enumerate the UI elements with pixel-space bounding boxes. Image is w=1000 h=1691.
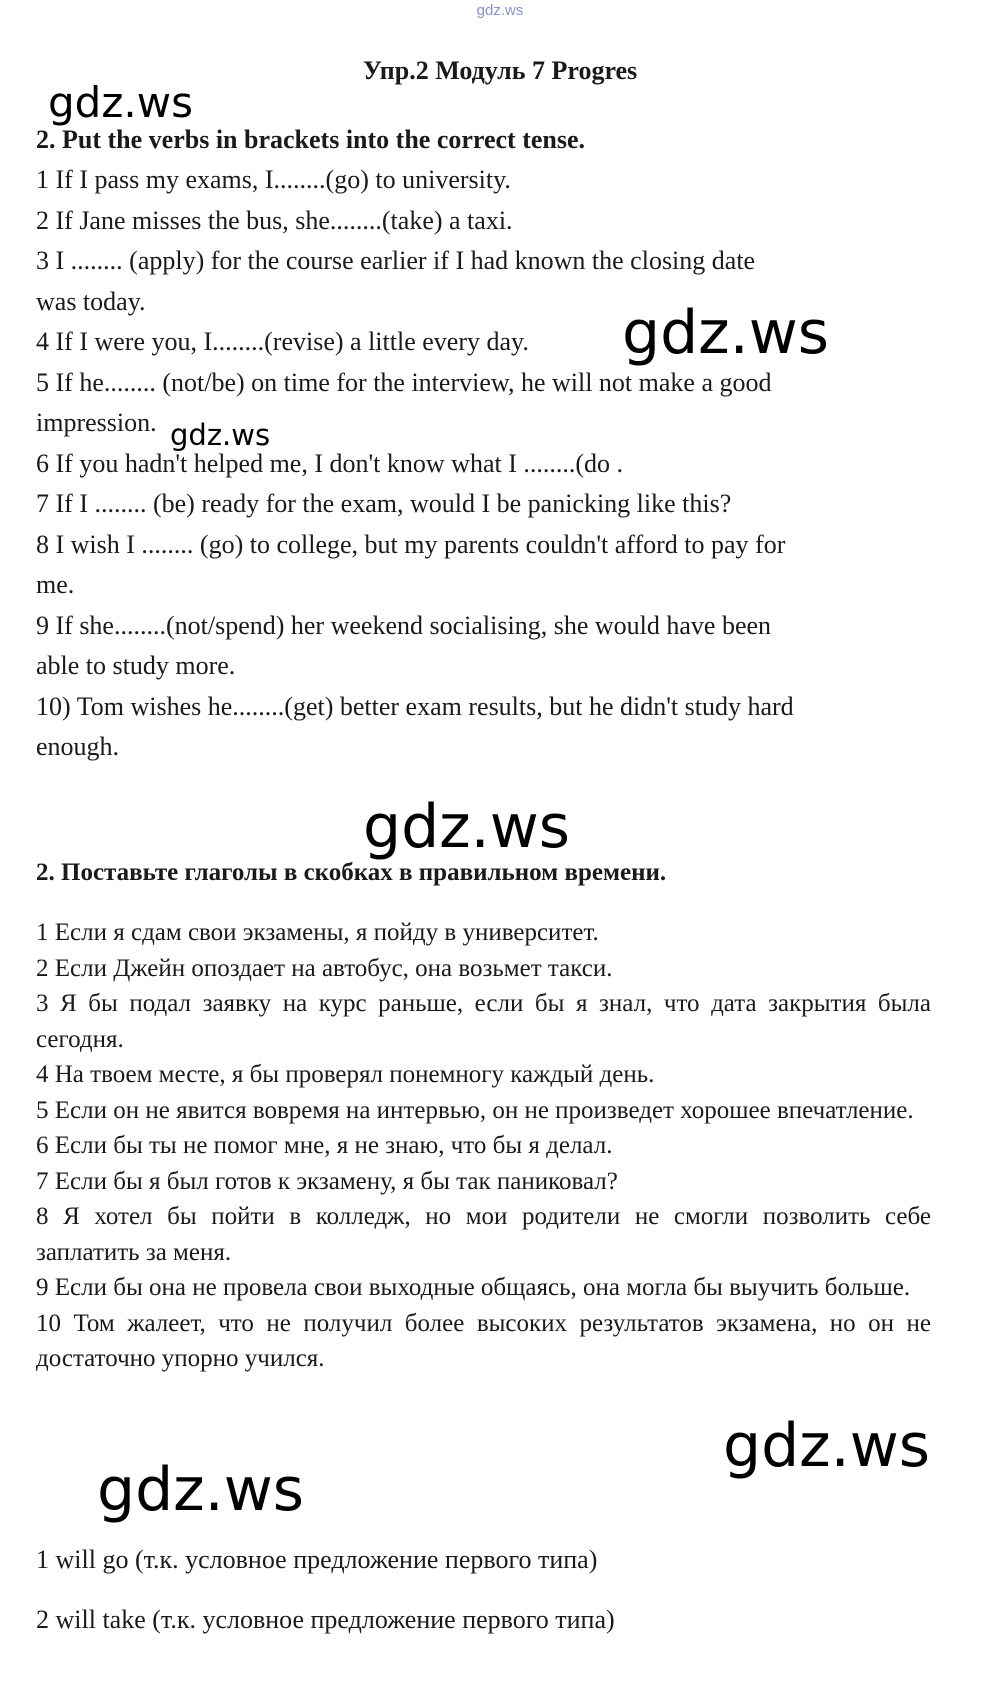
russian-item: 6 Если бы ты не помог мне, я не знаю, что бы я делал. — [36, 1132, 613, 1159]
page-title: Упр.2 Модуль 7 Progres — [362, 56, 638, 85]
english-line: 1 If I pass my exams, I........(go) to university. — [36, 165, 511, 194]
russian-item: 9 Если бы она не провела свои выходные общаясь, она могла бы выучить больше. — [36, 1274, 911, 1301]
russian-item: 8 Я хотел бы пойти в колледж, но мои родители не смогли позволить себе заплатить за меня. — [36, 1203, 931, 1266]
russian-item: 3 Я бы подал заявку на курс раньше, если бы я знал, что дата закрытия была сегодня. — [36, 990, 931, 1053]
russian-item: 1 Если я сдам свои экзамены, я пойду в университет. — [36, 919, 599, 946]
english-line: 10) Tom wishes he........(get) better exam results, but he didn't study hard — [36, 691, 794, 721]
answers-section — [36, 1540, 931, 1660]
english-line: me. — [36, 570, 75, 599]
russian-item: 4 На твоем месте, я бы проверял понемногу каждый день. — [36, 1061, 655, 1088]
english-line: 5 If he........ (not/be) on time for the interview, he will not make a good — [36, 367, 772, 397]
english-line: 6 If you hadn't helped me, I don't know what I ........(do . — [36, 448, 624, 478]
english-line: impression. — [36, 408, 157, 437]
russian-heading: 2. Поставьте глаголы в скобках в правильном времени. — [36, 859, 667, 886]
english-line: enough. — [36, 732, 120, 761]
site-mark: gdz.ws — [476, 2, 524, 19]
russian-item: 2 Если Джейн опоздает на автобус, она возьмет такси. — [36, 954, 613, 982]
english-line: was today. — [36, 286, 146, 316]
english-line: 9 If she........(not/spend) her weekend socialising, she would have been — [36, 610, 772, 640]
watermark: gdz.ws — [170, 418, 271, 452]
english-line: 3 I ........ (apply) for the course earlier if I had known the closing date — [36, 246, 756, 275]
english-line: 4 If I were you, I........(revise) a little every day. — [36, 327, 529, 356]
english-line: able to study more. — [36, 651, 236, 680]
answer-line: 1 will go (т.к. условное предложение первого типа) — [36, 1545, 598, 1574]
russian-translation — [36, 855, 931, 1377]
watermark: gdz.ws — [97, 1455, 305, 1525]
russian-item: 5 Если он не явится вовремя на интервью, он не произведет хорошее впечатление. — [36, 1096, 914, 1124]
english-line: 8 I wish I ........ (go) to college, but my parents couldn't afford to pay for — [36, 529, 786, 559]
russian-item: 7 Если бы я был готов к экзамену, я бы так паниковал? — [36, 1167, 618, 1195]
answer-line: 2 will take (т.к. условное предложение первого типа) — [36, 1605, 615, 1634]
english-heading: 2. Put the verbs in brackets into the correct tense. — [36, 125, 586, 154]
watermark: gdz.ws — [723, 1411, 931, 1481]
watermark: gdz.ws — [363, 792, 571, 862]
watermark: gdz.ws — [622, 298, 830, 368]
watermark: gdz.ws — [48, 78, 193, 127]
russian-item: 10 Том жалеет, что не получил более высоких результатов экзамена, но он не достаточно упорно учился. — [36, 1309, 931, 1372]
english-line: 2 If Jane misses the bus, she........(take) a taxi. — [36, 205, 513, 235]
english-line: 7 If I ........ (be) ready for the exam, would I be panicking like this? — [36, 489, 732, 518]
